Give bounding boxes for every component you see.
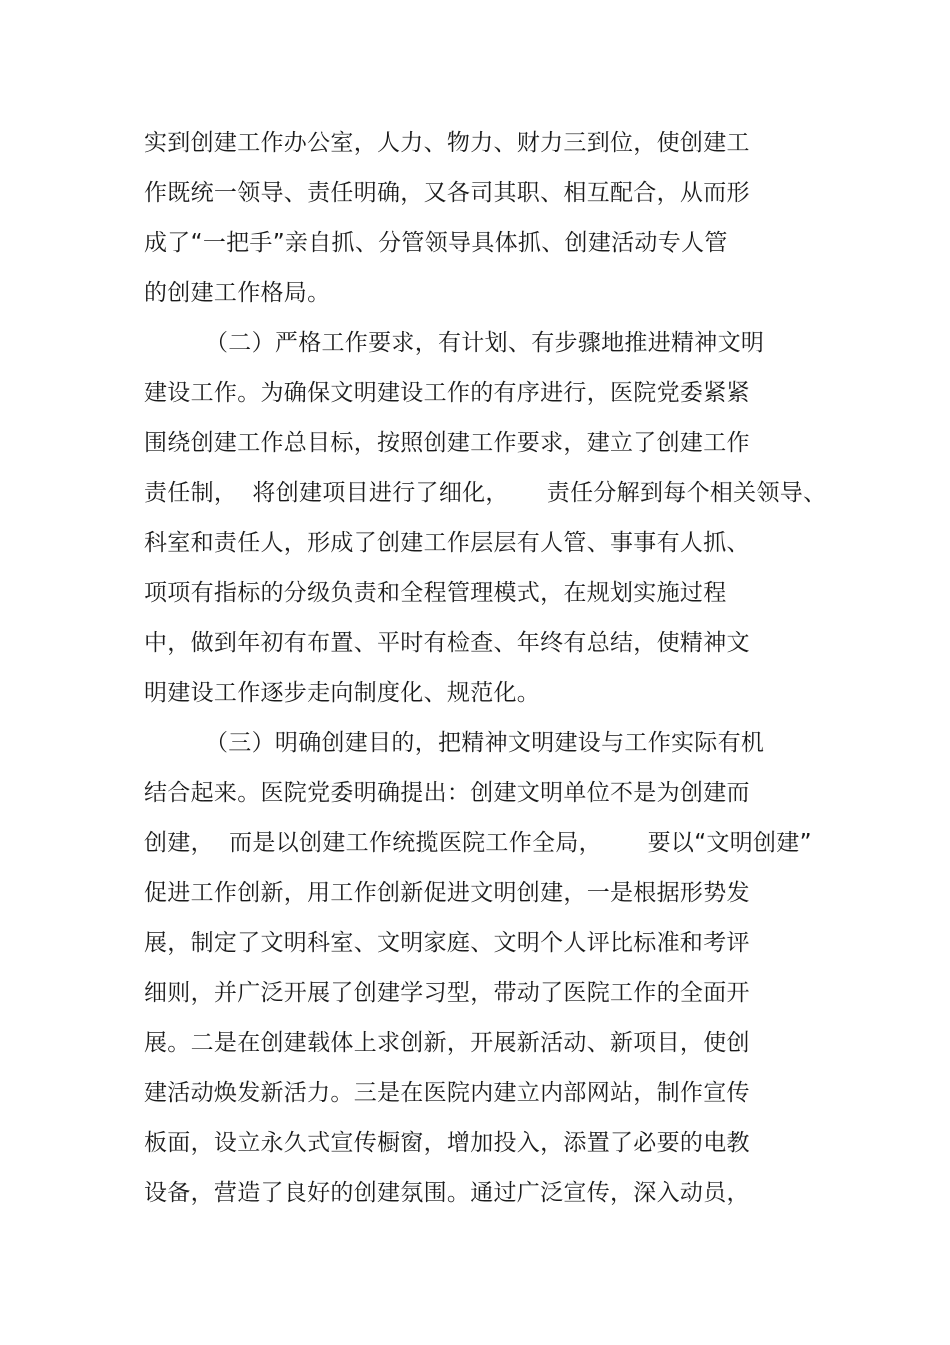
paragraph-heading-3: （三）明确创建目的，把精神文明建设与工作实际有机 [205,730,765,756]
text-line: 成了“一把手”亲自抓、分管领导具体抓、创建活动专人管 [144,230,728,256]
text-line: 明建设工作逐步走向制度化、规范化。 [144,680,541,706]
text-line: 中，做到年初有布置、平时有检查、年终有总结，使精神文 [144,630,750,656]
text-line: 设备，营造了良好的创建氛围。通过广泛宣传，深入动员， [144,1180,750,1206]
text-line: 促进工作创新，用工作创新促进文明创建，一是根据形势发 [144,880,750,906]
text-line: 展，制定了文明科室、文明家庭、文明个人评比标准和考评 [144,930,750,956]
text-line: 展。二是在创建载体上求创新，开展新活动、新项目，使创 [144,1030,750,1056]
text-line: 的创建工作格局。 [144,280,331,306]
text-line: 科室和责任人，形成了创建工作层层有人管、事事有人抓、 [144,530,750,556]
text-line: 围绕创建工作总目标，按照创建工作要求，建立了创建工作 [144,430,750,456]
text-line: 建设工作。为确保文明建设工作的有序进行，医院党委紧紧 [144,380,750,406]
text-line: 细则，并广泛开展了创建学习型，带动了医院工作的全面开 [144,980,750,1006]
text-line: 结合起来。医院党委明确提出：创建文明单位不是为创建而 [144,780,750,806]
text-line: 建活动焕发新活力。三是在医院内建立内部网站，制作宣传 [144,1080,750,1106]
text-line: 实到创建工作办公室，人力、物力、财力三到位，使创建工 [144,130,750,156]
text-line: 项项有指标的分级负责和全程管理模式，在规划实施过程 [144,580,727,606]
text-line: 创建， 而是以创建工作统揽医院工作全局， 要以“文明创建” [144,830,812,856]
text-line: 责任制， 将创建项目进行了细化， 责任分解到每个相关领导、 [144,480,827,506]
paragraph-heading-2: （二）严格工作要求，有计划、有步骤地推进精神文明 [205,330,765,356]
text-line: 作既统一领导、责任明确，又各司其职、相互配合，从而形 [144,180,750,206]
text-line: 板面，设立永久式宣传橱窗，增加投入，添置了必要的电教 [144,1130,750,1156]
